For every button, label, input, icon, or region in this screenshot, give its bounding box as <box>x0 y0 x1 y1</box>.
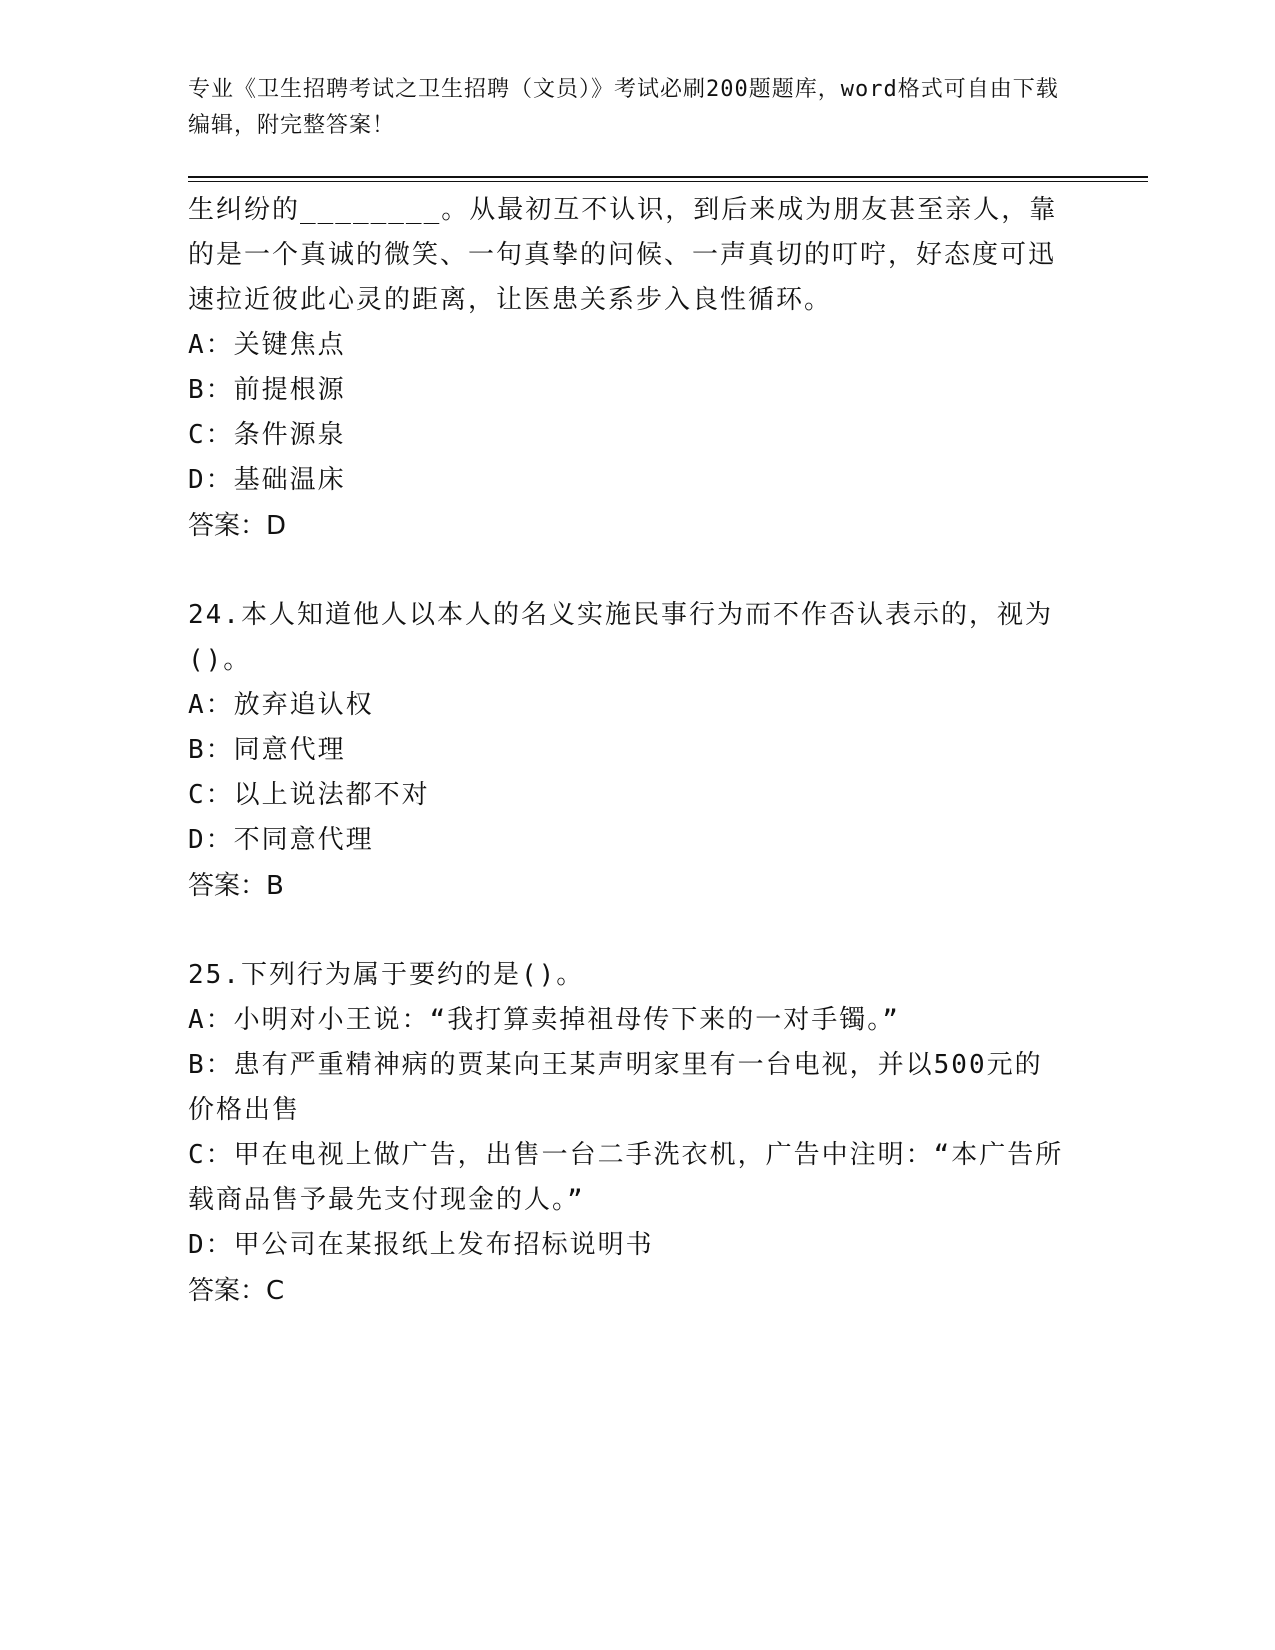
option-b: B：同意代理 <box>188 735 346 765</box>
option-a: A：关键焦点 <box>188 330 346 360</box>
question-stem: 25.下列行为属于要约的是()。 <box>188 960 585 990</box>
header-rule-thin <box>188 181 1148 182</box>
option-a: A：放弃追认权 <box>188 690 374 720</box>
option-b: B：前提根源 <box>188 375 346 405</box>
answer-line: 答案：D <box>188 511 287 541</box>
option-d: D：基础温床 <box>188 465 346 495</box>
header-rule-thick <box>188 176 1148 178</box>
question-24 <box>188 593 1068 909</box>
document-body <box>188 188 1068 1314</box>
question-25 <box>188 953 1068 1314</box>
question-stem-continuation: 生纠纷的________。从最初互不认识，到后来成为朋友甚至亲人，靠的是一个真诚的微笑、一句真挚的问候、一声真切的叮咛，好态度可迅速拉近彼此心灵的距离，让医患关系步入良性循环。 <box>188 195 1058 315</box>
answer-line: 答案：B <box>188 871 284 901</box>
option-d: D：不同意代理 <box>188 825 374 855</box>
question-continuation <box>188 188 1068 549</box>
option-d: D：甲公司在某报纸上发布招标说明书 <box>188 1230 654 1260</box>
page-header: 专业《卫生招聘考试之卫生招聘（文员）》考试必刷200题题库，word格式可自由下载编辑，附完整答案！ <box>188 77 1059 138</box>
option-a: A：小明对小王说：“我打算卖掉祖母传下来的一对手镯。” <box>188 1005 900 1035</box>
option-c: C：甲在电视上做广告，出售一台二手洗衣机，广告中注明：“本广告所载商品售予最先支付现金的人。” <box>188 1140 1064 1215</box>
option-c: C：以上说法都不对 <box>188 780 430 810</box>
question-stem: 24.本人知道他人以本人的名义实施民事行为而不作否认表示的，视为()。 <box>188 600 1053 675</box>
option-b: B：患有严重精神病的贾某向王某声明家里有一台电视，并以500元的价格出售 <box>188 1050 1043 1125</box>
answer-line: 答案：C <box>188 1276 285 1306</box>
option-c: C：条件源泉 <box>188 420 346 450</box>
